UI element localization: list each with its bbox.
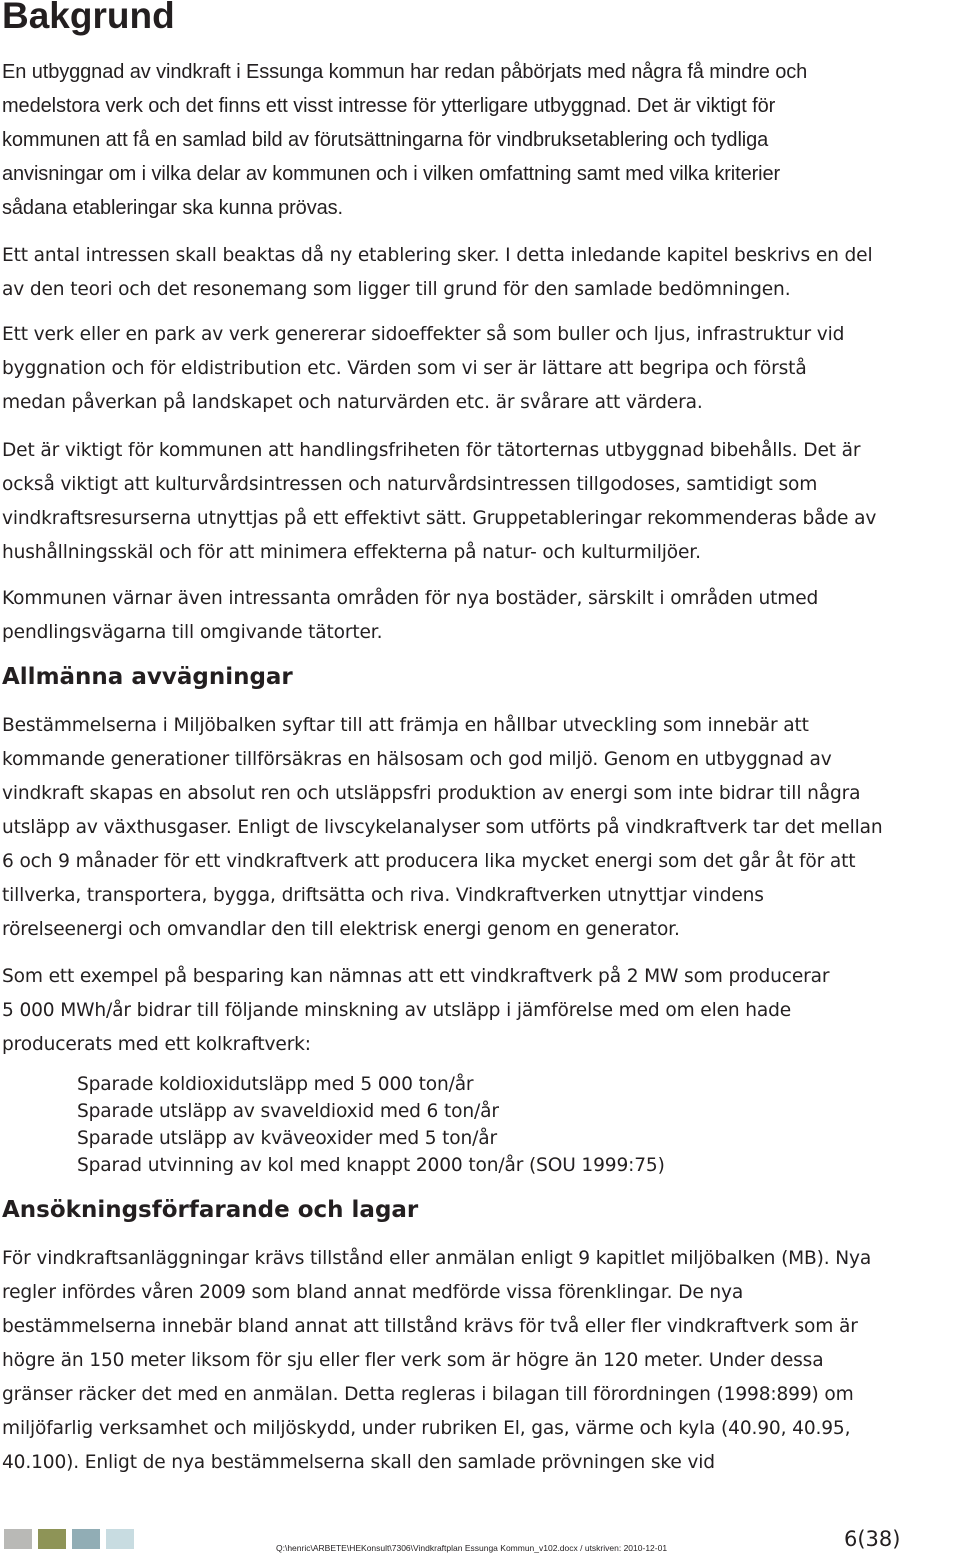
color-swatch: [106, 1529, 134, 1549]
list-item: Sparade koldioxidutsläpp med 5 000 ton/år: [77, 1074, 474, 1095]
paragraph-allmanna-1: Bestämmelserna i Miljöbalken syftar till att främja en hållbar utveckling som innebär att kommande generationer tillförsäkras en hälsosam och god miljö. Genom en utbyggnad av vindkraft skapas en absolut ren och utsläppsfri produktion av energi som inte bidrar till några utsläpp av växthusgaser. Enligt de livscykelanalyser som utförts på vindkraftverk tar det mellan 6 och 9 månader för ett vindkraftverk att producera lika mycket energi som det går åt för att tillverka, transportera, bygga, driftsätta och riva. Vindkraftverken utnyttjar vindens rörelseenergi och omvandlar den till elektrisk energi genom en generator.: [2, 715, 883, 940]
heading-bakgrund: Bakgrund: [2, 0, 175, 36]
footer-file-path: Q:\henric\ARBETE\HEKonsult\7306\Vindkraftplan Essunga Kommun_v102.docx / utskriven: 2010-12-01: [276, 1543, 668, 1553]
savings-list: [77, 1071, 665, 1179]
paragraph-bakgrund-4: Det är viktigt för kommunen att handlingsfriheten för tätorternas utbyggnad bibehålls. Det är också viktigt att kulturvårdsintressen och naturvårdsintressen tillgodoses, samtidigt som vindkraftsresurserna utnyttjas på ett effektivt sätt. Gruppetableringar rekommenderas både av hushållningsskäl och för att minimera effekterna på natur- och kulturmiljöer.: [2, 440, 877, 563]
heading-allmanna-avvagningar: Allmänna avvägningar: [2, 664, 293, 690]
list-item: Sparade utsläpp av kväveoxider med 5 ton/år: [77, 1128, 498, 1149]
list-item: Sparad utvinning av kol med knappt 2000 ton/år (SOU 1999:75): [77, 1155, 665, 1176]
page-number: 6(38): [844, 1527, 901, 1551]
paragraph-bakgrund-5: Kommunen värnar även intressanta områden för nya bostäder, särskilt i områden utmed pendlingsvägarna till omgivande tätorter.: [2, 588, 819, 643]
paragraph-bakgrund-3: Ett verk eller en park av verk genererar sidoeffekter så som buller och ljus, infrastruktur vid byggnation och för eldistribution etc. Värden som vi ser är lättare att begripa och förstå medan påverkan på landskapet och naturvärden etc. är svårare att värdera.: [2, 324, 845, 413]
footer-color-swatches: [4, 1529, 134, 1549]
paragraph-ansokning-1: För vindkraftsanläggningar krävs tillstånd eller anmälan enligt 9 kapitlet miljöbalken (MB). Nya regler infördes våren 2009 som bland annat medförde vissa förenklingar. De nya bestämmelserna innebär bland annat att tillstånd krävs för två eller fler vindkraftverk som är högre än 150 meter liksom för sju eller fler verk som är högre än 120 meter. Under dessa gränser räcker det med en anmälan. Detta regleras i bilagan till förordningen (1998:899) om miljöfarlig verksamhet och miljöskydd, under rubriken El, gas, värme och kyla (40.90, 40.95, 40.100). Enligt de nya bestämmelserna skall den samlade prövningen ske vid: [2, 1248, 872, 1473]
color-swatch: [38, 1529, 66, 1549]
heading-ansokningsforfarande: Ansökningsförfarande och lagar: [2, 1197, 419, 1223]
paragraph-bakgrund-1: En utbyggnad av vindkraft i Essunga kommun har redan påbörjats med några få mindre och medelstora verk och det finns ett visst intresse för ytterligare utbyggnad. Det är viktigt för kommunen att få en samlad bild av förutsättningarna för vindbruksetablering och tydliga anvisningar om i vilka delar av kommunen och i vilken omfattning samt med vilka kriterier sådana etableringar ska kunna prövas.: [2, 61, 808, 219]
color-swatch: [4, 1529, 32, 1549]
paragraph-allmanna-2: Som ett exempel på besparing kan nämnas att ett vindkraftverk på 2 MW som producerar 5 000 MWh/år bidrar till följande minskning av utsläpp i jämförelse med om elen hade producerats med ett kolkraftverk:: [2, 966, 830, 1055]
paragraph-bakgrund-2: Ett antal intressen skall beaktas då ny etablering sker. I detta inledande kapitel beskrivs en del av den teori och det resonemang som ligger till grund för den samlade bedömningen.: [2, 245, 873, 300]
color-swatch: [72, 1529, 100, 1549]
list-item: Sparade utsläpp av svaveldioxid med 6 ton/år: [77, 1101, 499, 1122]
